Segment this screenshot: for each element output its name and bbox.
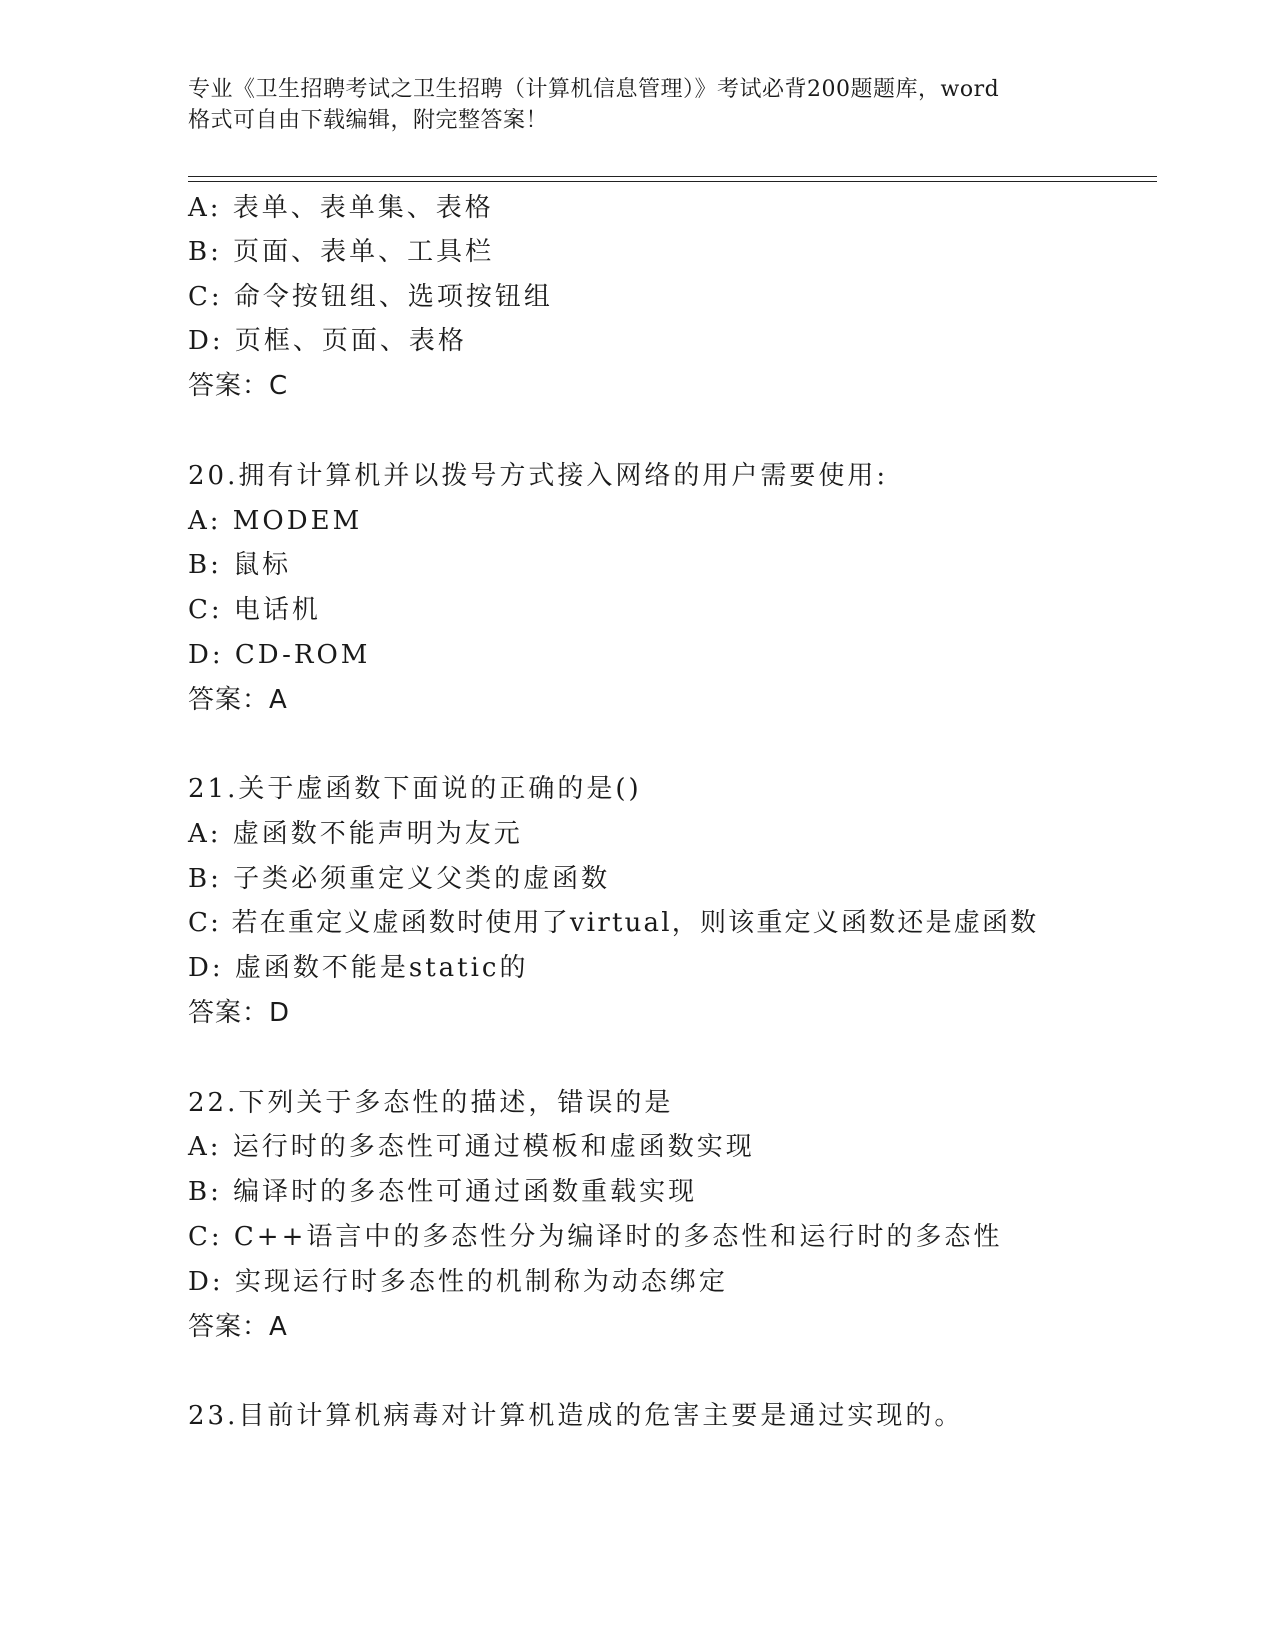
- q20-option-b: B: 鼠标: [188, 550, 292, 580]
- q20-question: 20.拥有计算机并以拨号方式接入网络的用户需要使用:: [188, 461, 889, 491]
- q20-answer: 答案：A: [188, 685, 288, 715]
- q22-option-d: D: 实现运行时多态性的机制称为动态绑定: [188, 1267, 728, 1297]
- q20-option-d: D: CD-ROM: [188, 640, 371, 670]
- header-divider-bottom: [188, 181, 1157, 182]
- q20-option-a: A: MODEM: [188, 506, 363, 536]
- q22-question: 22.下列关于多态性的描述，错误的是: [188, 1088, 674, 1118]
- header-divider-top: [188, 176, 1157, 177]
- q22-option-b: B: 编译时的多态性可通过函数重载实现: [188, 1177, 698, 1207]
- q22-option-c: C: C++语言中的多态性分为编译时的多态性和运行时的多态性: [188, 1222, 1003, 1252]
- q22-answer: 答案：A: [188, 1312, 288, 1342]
- q19-option-b: B: 页面、表单、工具栏: [188, 237, 495, 267]
- header-line-2: 格式可自由下载编辑，附完整答案！: [188, 108, 549, 133]
- header-line-1: 专业《卫生招聘考试之卫生招聘（计算机信息管理）》考试必背200题题库，word: [188, 77, 1000, 102]
- q23-question: 23.目前计算机病毒对计算机造成的危害主要是通过实现的。: [188, 1401, 964, 1431]
- q21-option-a: A: 虚函数不能声明为友元: [188, 819, 523, 849]
- q21-option-b: B: 子类必须重定义父类的虚函数: [188, 864, 611, 894]
- q21-question: 21.关于虚函数下面说的正确的是(): [188, 774, 642, 804]
- q21-option-c: C: 若在重定义虚函数时使用了virtual，则该重定义函数还是虚函数: [188, 908, 1039, 938]
- q22-option-a: A: 运行时的多态性可通过模板和虚函数实现: [188, 1132, 755, 1162]
- q19-option-d: D: 页框、页面、表格: [188, 326, 467, 356]
- q19-option-a: A: 表单、表单集、表格: [188, 193, 494, 223]
- q19-option-c: C: 命令按钮组、选项按钮组: [188, 282, 553, 312]
- q20-option-c: C: 电话机: [188, 595, 321, 625]
- document-header: [188, 74, 1088, 136]
- q19-answer: 答案：C: [188, 371, 289, 401]
- q21-option-d: D: 虚函数不能是static的: [188, 953, 529, 983]
- q21-answer: 答案：D: [188, 998, 291, 1028]
